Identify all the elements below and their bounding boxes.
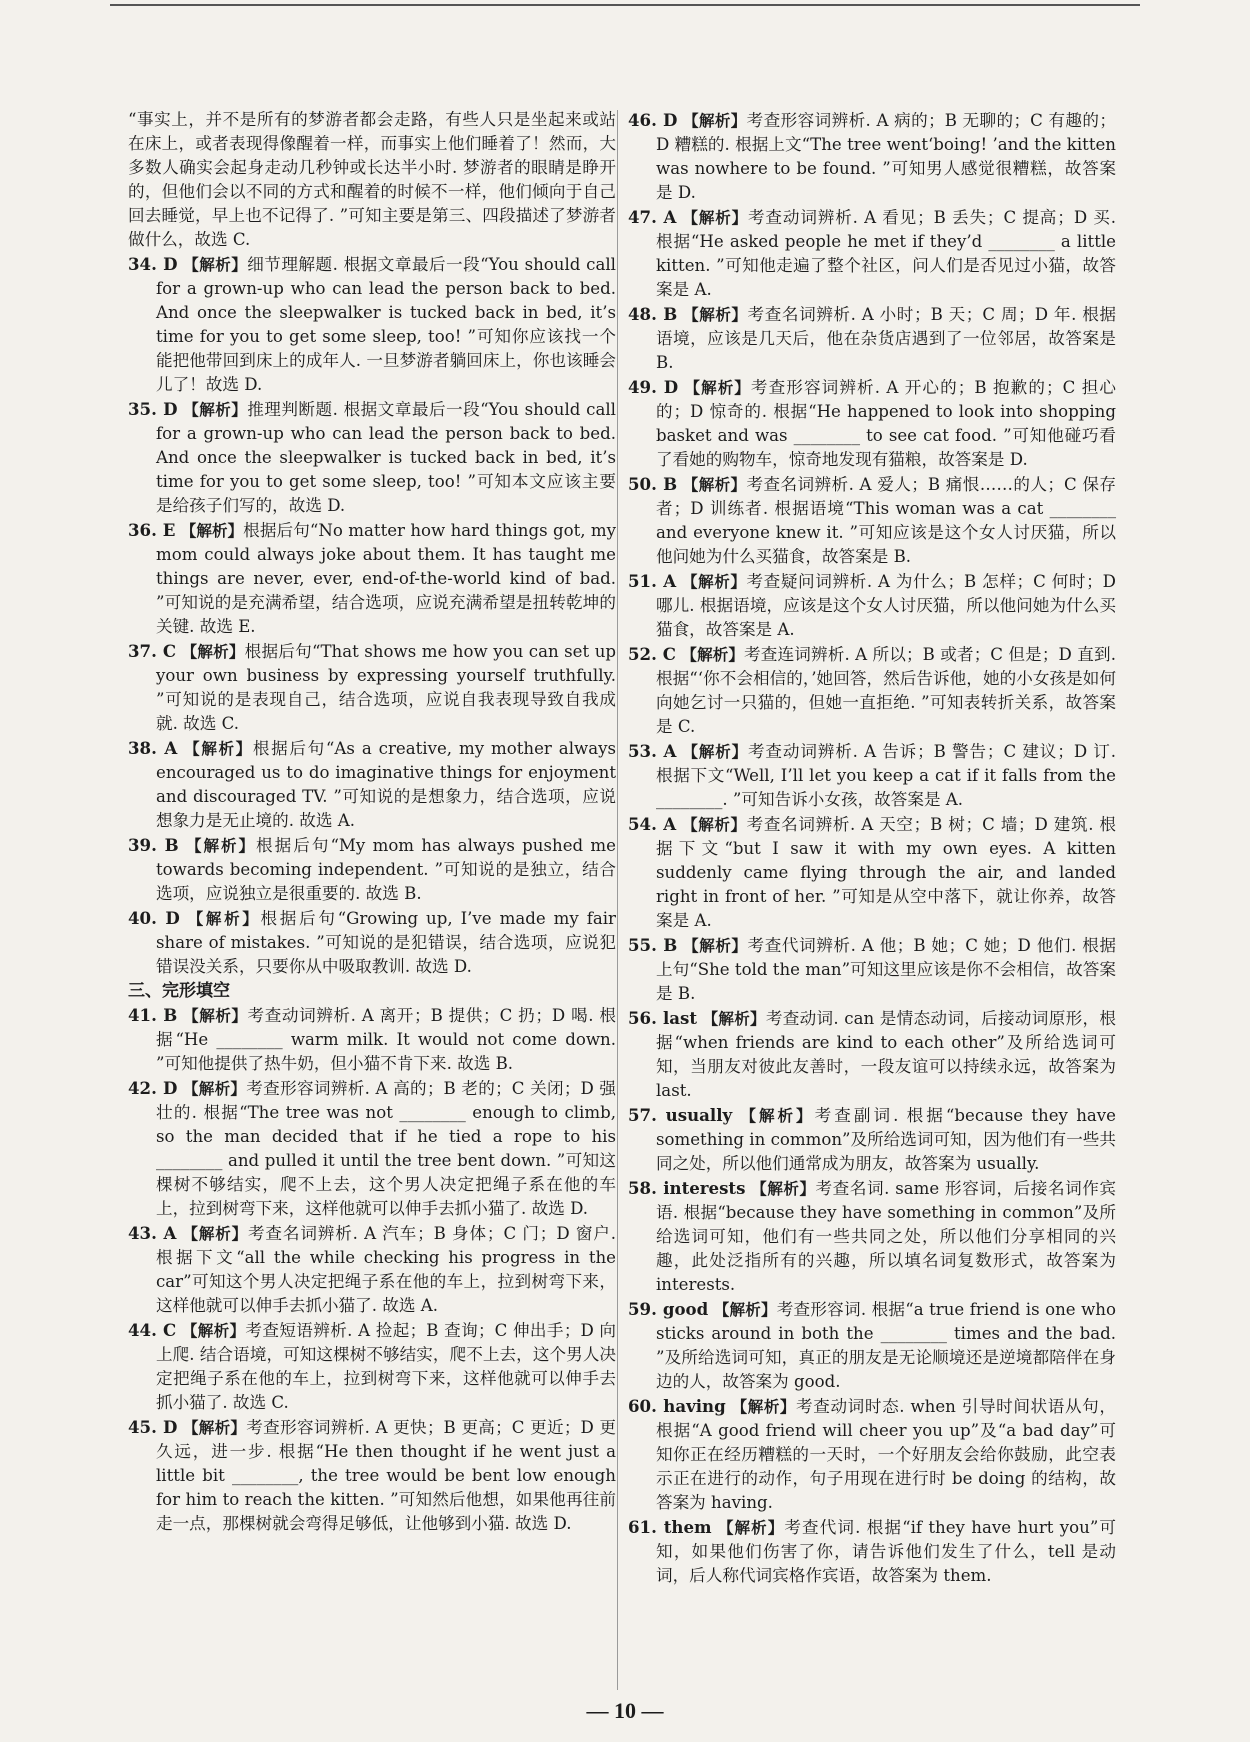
answer-number: 38. A bbox=[128, 738, 178, 758]
analysis-tag: 【解析】 bbox=[683, 937, 748, 955]
right-column bbox=[628, 108, 1116, 1588]
analysis-tag: 【解析】 bbox=[731, 1398, 797, 1416]
analysis-tag: 【解析】 bbox=[682, 209, 748, 227]
answer-item bbox=[128, 252, 616, 397]
analysis-tag: 【解析】 bbox=[180, 522, 244, 540]
analysis-tag: 【解析】 bbox=[181, 643, 245, 661]
analysis-text: 根据后句“Growing up, I’ve made my fair share of mistakes. ”可知说的是犯错误，结合选项，应说犯错误没关系，只要你从中吸取教训. 故选 D. bbox=[156, 909, 616, 976]
answer-item bbox=[628, 472, 1116, 569]
answer-item bbox=[628, 1297, 1116, 1394]
analysis-text: 考查代词辨析. A 他；B 她；C 她；D 他们. 根据上句“She told the man”可知这里应该是你不会相信，故答案是 B. bbox=[656, 936, 1117, 1003]
analysis-tag: 【解析】 bbox=[751, 1180, 816, 1198]
answer-item bbox=[628, 1006, 1116, 1103]
analysis-tag: 【解析】 bbox=[187, 910, 261, 928]
analysis-text: 考查副词. 根据“because they have something in common”及所给选词可知，因为他们有一些共同之处，所以他们通常成为朋友，故答案为 usually. bbox=[656, 1106, 1116, 1173]
analysis-text: 考查动词辨析. A 离开；B 提供；C 扔；D 喝. 根据“He ________ warm milk. It would not come down. ”可知他提供了热牛奶，但小猫不肯下来. 故选 B. bbox=[156, 1006, 617, 1073]
analysis-text: 根据后句“No matter how hard things got, my mom could always joke about them. It has taught me things are never, ever, end-of-the-world kind of bad. ”可知说的是充满希望，结合选项，应说充满希望是扭转乾坤的关键. 故选 E. bbox=[156, 521, 616, 636]
answer-item bbox=[628, 1176, 1116, 1297]
analysis-text: 考查名词辨析. A 爱人；B 痛恨……的人；C 保存者；D 训练者. 根据语境“This woman was a cat ________ and everyone knew it. ”可知应该是这个女人讨厌猫，所以他问她为什么买猫食，故答案是 B. bbox=[656, 475, 1116, 566]
answer-item bbox=[128, 1318, 616, 1415]
analysis-tag: 【解析】 bbox=[702, 1010, 766, 1028]
analysis-text: 考查名词辨析. A 小时；B 天；C 周；D 年. 根据语境，应该是几天后，他在杂货店遇到了一位邻居，故答案是 B. bbox=[656, 305, 1117, 372]
answer-item bbox=[128, 833, 616, 906]
analysis-tag: 【解析】 bbox=[181, 1322, 246, 1340]
answer-item bbox=[628, 739, 1116, 812]
answer-number: 37. C bbox=[128, 641, 177, 661]
answer-item bbox=[128, 518, 616, 639]
analysis-tag: 【解析】 bbox=[713, 1301, 777, 1319]
analysis-text: 考查代词. 根据“if they have hurt you”可知，如果他们伤害了你，请告诉他们发生了什么，tell 是动词，后人称代词宾格作宾语，故答案为 them. bbox=[656, 1518, 1116, 1585]
answer-item bbox=[628, 1515, 1116, 1588]
analysis-tag: 【解析】 bbox=[185, 837, 257, 855]
answer-list-right bbox=[628, 108, 1116, 1588]
analysis-text: 考查形容词. 根据“a true friend is one who sticks around in both the ________ times and the bad. ”及所给选词可知，真正的朋友是无论顺境还是逆境都陪伴在身边的人，故答案为 good. bbox=[656, 1300, 1116, 1391]
analysis-text: 考查形容词辨析. A 开心的；B 抱歉的；C 担心的；D 惊奇的. 根据“He happened to look into shopping basket and was ________ to see cat food. ”可知他碰巧看了看她的购物车，惊奇地发现有猫粮，故答案是 D. bbox=[656, 378, 1116, 469]
analysis-tag: 【解析】 bbox=[717, 1519, 785, 1537]
analysis-tag: 【解析】 bbox=[182, 1419, 247, 1437]
answer-item bbox=[628, 933, 1116, 1006]
analysis-text: 考查疑问词辨析. A 为什么；B 怎样；C 何时；D 哪儿. 根据语境，应该是这个女人讨厌猫，所以他问她为什么买猫食，故答案是 A. bbox=[656, 572, 1116, 639]
answer-number: 40. D bbox=[128, 908, 180, 928]
answer-number: 48. B bbox=[628, 304, 678, 324]
analysis-tag: 【解析】 bbox=[182, 1225, 248, 1243]
top-rule bbox=[110, 4, 1140, 6]
analysis-tag: 【解析】 bbox=[183, 1007, 248, 1025]
answer-number: 57. usually bbox=[628, 1105, 733, 1125]
answer-item bbox=[628, 205, 1116, 302]
answer-item bbox=[128, 397, 616, 518]
answer-number: 52. C bbox=[628, 644, 676, 664]
answer-number: 42. D bbox=[128, 1078, 178, 1098]
answer-item bbox=[128, 1076, 616, 1221]
answer-item bbox=[128, 1003, 616, 1076]
analysis-text: 根据后句“My mom has always pushed me towards becoming independent. ”可知说的是独立，结合选项，应说独立是很重要的. 故选 B. bbox=[156, 836, 616, 903]
answer-list-cloze bbox=[128, 1003, 616, 1536]
answer-item bbox=[628, 375, 1116, 472]
answer-item bbox=[628, 569, 1116, 642]
analysis-text: 考查动词辨析. A 看见；B 丢失；C 提高；D 买. 根据“He asked people he met if they’d ________ a little kitten. ”可知他走遍了整个社区，问人们是否见过小猫，故答案是 A. bbox=[656, 208, 1116, 299]
section-title: 三、完形填空 bbox=[128, 981, 230, 1001]
analysis-text: 考查名词辨析. A 天空；B 树；C 墙；D 建筑. 根据下文“but I saw it with my own eyes. A kitten suddenly came flying through the air, and landed right in front of her. ”可知是从空中落下，就让你养，故答案是 A. bbox=[656, 815, 1117, 930]
page-number: — 10 — bbox=[586, 1698, 664, 1723]
analysis-tag: 【解析】 bbox=[684, 379, 751, 397]
answer-number: 60. having bbox=[628, 1396, 726, 1416]
answer-number: 51. A bbox=[628, 571, 677, 591]
answer-number: 55. B bbox=[628, 935, 678, 955]
answer-number: 46. D bbox=[628, 110, 678, 130]
analysis-text: 考查形容词辨析. A 病的；B 无聊的；C 有趣的；D 糟糕的. 根据上文“The tree went‘boing! ’and the kitten was nowhere to be found. ”可知男人感觉很糟糕，故答案是 D. bbox=[656, 111, 1116, 202]
analysis-text: 考查动词. can 是情态动词，后接动词原形，根据“when friends are kind to each other”及所给选词可知，当朋友对彼此友善时，一段友谊可以持续永远，故答案为 last. bbox=[656, 1009, 1116, 1100]
analysis-tag: 【解析】 bbox=[683, 112, 747, 130]
answer-number: 59. good bbox=[628, 1299, 709, 1319]
analysis-tag: 【解析】 bbox=[183, 256, 248, 274]
answer-number: 44. C bbox=[128, 1320, 177, 1340]
answer-item bbox=[628, 302, 1116, 375]
left-column bbox=[128, 108, 616, 1536]
analysis-tag: 【解析】 bbox=[183, 401, 248, 419]
answer-number: 36. E bbox=[128, 520, 176, 540]
answer-list-reading bbox=[128, 252, 616, 979]
answer-item bbox=[128, 1221, 616, 1318]
column-divider bbox=[617, 110, 618, 1690]
answer-item bbox=[628, 812, 1116, 933]
answer-number: 45. D bbox=[128, 1417, 178, 1437]
answer-number: 34. D bbox=[128, 254, 178, 274]
answer-number: 39. B bbox=[128, 835, 179, 855]
answer-number: 54. A bbox=[628, 814, 677, 834]
analysis-tag: 【解析】 bbox=[682, 573, 747, 591]
answer-item bbox=[128, 736, 616, 833]
answer-number: 53. A bbox=[628, 741, 677, 761]
analysis-tag: 【解析】 bbox=[682, 476, 747, 494]
answer-number: 50. B bbox=[628, 474, 678, 494]
answer-item bbox=[128, 639, 616, 736]
analysis-text: 考查形容词辨析. A 高的；B 老的；C 关闭；D 强壮的. 根据“The tree was not ________ enough to climb, so the man decided that if he tied a rope to his ________ and pulled it until the tree bent down. ”可知这棵树不够结实，爬不上去，这个男人决定把绳子系在他的车上，拉到树弯下来，这样他就可以伸手去抓小猫了. 故选 D. bbox=[156, 1079, 616, 1218]
answer-number: 43. A bbox=[128, 1223, 177, 1243]
answer-item bbox=[128, 906, 616, 979]
answer-item bbox=[128, 1415, 616, 1536]
analysis-text: 考查名词辨析. A 汽车；B 身体；C 门；D 窗户. 根据下文“all the while checking his progress in the car”可知这个男人决定把绳子系在他的车上，拉到树弯下来，这样他就可以伸手去抓小猫了. 故选 A. bbox=[156, 1224, 616, 1315]
analysis-text: 细节理解题. 根据文章最后一段“You should call for a grown-up who can lead the person back to bed. And once the sleepwalker is tucked back in bed, it’s time for you to get some sleep, too! ”可知你应该找一个能把他带回到床上的成年人. 一旦梦游者躺回床上，你也该睡会儿了！故选 D. bbox=[156, 255, 616, 394]
analysis-text: 根据后句“That shows me how you can set up your own business by expressing yourself truthfully. ”可知说的是表现自己，结合选项，应说自我表现导致自我成就. 故选 C. bbox=[156, 642, 616, 733]
analysis-text: 推理判断题. 根据文章最后一段“You should call for a grown-up who can lead the person back to bed. And once the sleepwalker is tucked back in bed, it’s time for you to get some sleep, too! ”可知本文应该主要是给孩子们写的，故选 D. bbox=[156, 400, 616, 515]
answer-number: 41. B bbox=[128, 1005, 178, 1025]
answer-number: 56. last bbox=[628, 1008, 698, 1028]
answer-number: 61. them bbox=[628, 1517, 712, 1537]
analysis-text: 根据后句“As a creative, my mother always encouraged us to do imaginative things for enjoyment and discouraged TV. ”可知说的是想象力，结合选项，应说想象力是无止境的. 故选 A. bbox=[156, 739, 616, 830]
answer-number: 49. D bbox=[628, 377, 679, 397]
analysis-tag: 【解析】 bbox=[740, 1107, 815, 1125]
analysis-tag: 【解析】 bbox=[682, 743, 748, 761]
analysis-text: 考查形容词辨析. A 更快；B 更高；C 更近；D 更久远，进一步. 根据“He then thought if he went just a little bit ________, the tree would be bent low enough for him to reach the kitten. ”可知然后他想，如果他再往前走一点，那棵树就会弯得足够低，让他够到小猫. 故选 D. bbox=[156, 1418, 616, 1533]
analysis-tag: 【解析】 bbox=[182, 1080, 247, 1098]
answer-item bbox=[628, 1394, 1116, 1515]
analysis-tag: 【解析】 bbox=[681, 646, 745, 664]
analysis-text: 考查名词. same 形容词，后接名词作宾语. 根据“because they have something in common”及所给选词可知，他们有一些共同之处，所以他们分享相同的兴趣，此处泛指所有的兴趣，所以填名词复数形式，故答案为 interests. bbox=[656, 1179, 1116, 1294]
intro-paragraph: “事实上，并不是所有的梦游者都会走路，有些人只是坐起来或站在床上，或者表现得像醒着一样，而事实上他们睡着了！然而，大多数人确实会起身走动几秒钟或长达半小时. 梦游者的眼睛是睁开的，但他们会以不同的方式和醒着的时候不一样，他们倾向于自己回去睡觉，早上也不记得了. ”可知主要是第三、四段描述了梦游者做什么，故选 C. bbox=[128, 110, 616, 249]
analysis-tag: 【解析】 bbox=[184, 740, 253, 758]
answer-number: 47. A bbox=[628, 207, 677, 227]
answer-item bbox=[628, 108, 1116, 205]
answer-item bbox=[628, 642, 1116, 739]
analysis-text: 考查动词时态. when 引导时间状语从句，根据“A good friend will cheer you up”及“a bad day”可知你正在经历糟糕的一天时，一个好朋友会给你鼓励，此空表示正在进行的动作，句子用现在进行时 be doing 的结构，故答案为 having. bbox=[656, 1397, 1116, 1512]
analysis-text: 考查动词辨析. A 告诉；B 警告；C 建议；D 订. 根据下文“Well, I’ll let you keep a cat if it falls from the ________. ”可知告诉小女孩，故答案是 A. bbox=[656, 742, 1116, 809]
analysis-tag: 【解析】 bbox=[682, 816, 747, 834]
analysis-text: 考查连词辨析. A 所以；B 或者；C 但是；D 直到. 根据“‘你不会相信的，’她回答，然后告诉他，她的小女孩是如何向她乞讨一只猫的，但她一直拒绝. ”可知表转折关系，故答案是 C. bbox=[656, 645, 1116, 736]
analysis-text: 考查短语辨析. A 捡起；B 查询；C 伸出手；D 向上爬. 结合语境，可知这棵树不够结实，爬不上去，这个男人决定把绳子系在他的车上，拉到树弯下来，这样他就可以伸手去抓小猫了. 故选 C. bbox=[156, 1321, 617, 1412]
answer-number: 35. D bbox=[128, 399, 178, 419]
answer-item bbox=[628, 1103, 1116, 1176]
answer-number: 58. interests bbox=[628, 1178, 746, 1198]
analysis-tag: 【解析】 bbox=[683, 306, 748, 324]
